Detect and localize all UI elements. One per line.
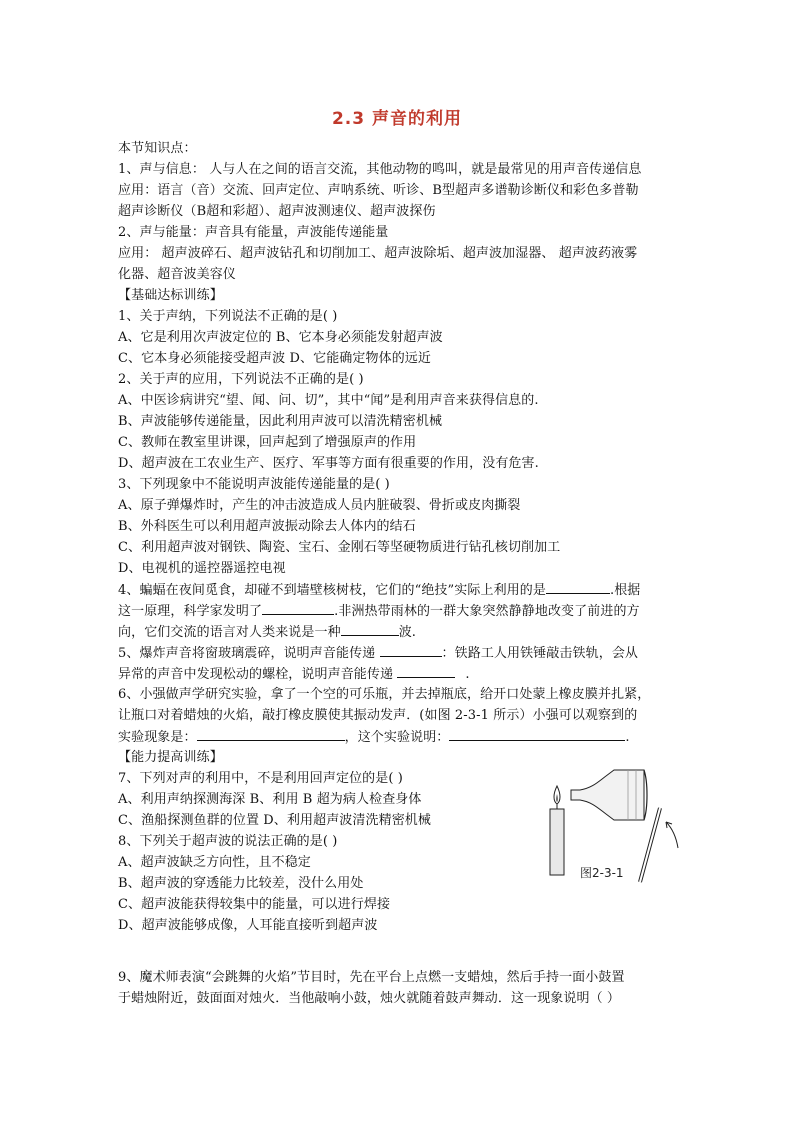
q4-text: 这一原理，科学家发明了 (118, 604, 263, 619)
answer-blank[interactable] (546, 579, 610, 594)
text-line: 应用： 超声波碎石、超声波钻孔和切削加工、超声波除垢、超声波加湿器、 超声波药液雾 (118, 246, 638, 261)
question-3: 3、下列现象中不能说明声波能传递能量的是( ) (118, 477, 390, 492)
option-line: A、原子弹爆炸时，产生的冲击波造成人员内脏破裂、骨折或皮肉撕裂 (118, 498, 521, 513)
answer-blank[interactable] (397, 663, 455, 678)
q5-text: ：铁路工人用铁锤敲击铁轨，会从 (441, 646, 639, 661)
q6-text: . (625, 730, 630, 745)
answer-blank[interactable] (449, 726, 625, 741)
bottle (571, 770, 644, 820)
q5-text: 5、爆炸声音将窗玻璃震碎，说明声音能传递 (118, 646, 380, 661)
q4-text: .非洲热带雨林的一群大象突然静静地改变了前进的方 (334, 604, 640, 619)
text-line: 化器、超音波美容仪 (118, 267, 236, 282)
question-8: 8、下列关于超声波的说法正确的是( ) (118, 834, 338, 849)
candle (550, 809, 564, 875)
option-line: A、超声波缺乏方向性，且不稳定 (118, 855, 311, 870)
question-5 (118, 642, 638, 664)
answer-blank[interactable] (380, 642, 442, 657)
option-line: C、渔船探测鱼群的位置 D、利用超声波清洗精密机械 (118, 813, 432, 828)
text-line: 1、声与信息： 人与人在之间的语言交流，其他动物的鸣叫，就是最常见的用声音传递信息 (118, 162, 642, 177)
option-line: C、利用超声波对钢铁、陶瓷、宝石、金刚石等坚硬物质进行钻孔核切削加工 (118, 540, 561, 555)
section-heading: 【能力提高训练】 (118, 750, 223, 765)
figure-caption: 图2-3-1 (580, 866, 624, 880)
answer-blank[interactable] (262, 600, 334, 615)
question-1: 1、关于声纳，下列说法不正确的是( ) (118, 309, 338, 324)
question-4-line-2 (118, 600, 640, 622)
question-6: 6、小强做声学研究实验，拿了一个空的可乐瓶，并去掉瓶底，给开口处蒙上橡皮膜并扎紧， (118, 687, 651, 702)
text-line: 2、声与能量：声音具有能量，声波能传递能量 (118, 225, 389, 240)
option-line: D、超声波能够成像，人耳能直接听到超声波 (118, 918, 378, 933)
question-7: 7、下列对声的利用中，不是利用回声定位的是( ) (118, 771, 403, 786)
question-9-line-2: 于蜡烛附近，鼓面面对烛火．当他敲响小鼓，烛火就随着鼓声舞动．这一现象说明（ ） (118, 991, 621, 1006)
q6-text: ，这个实验说明： (344, 730, 450, 745)
question-6-line-2: 让瓶口对着蜡烛的火焰，敲打橡皮膜使其振动发声．(如图 2-3-1 所示）小强可以观察到的 (118, 708, 638, 723)
motion-arrow (666, 822, 678, 848)
q4-text: 波. (398, 625, 417, 640)
option-line: D、超声波在工农业生产、医疗、军事等方面有很重要的作用，没有危害. (118, 456, 539, 471)
section-heading: 【基础达标训练】 (118, 288, 223, 303)
option-line: B、声波能够传递能量，因此利用声波可以清洗精密机械 (118, 414, 443, 429)
q4-text: .根据 (609, 583, 641, 598)
option-line: C、超声波能获得较集中的能量，可以进行焊接 (118, 897, 391, 912)
question-2: 2、关于声的应用，下列说法不正确的是( ) (118, 372, 364, 387)
q5-text: 异常的声音中发现松动的螺栓，说明声音能传递 (118, 667, 398, 682)
page-title: 2.3 声音的利用 (331, 109, 463, 129)
q6-text: 实验现象是： (118, 730, 197, 745)
option-line: A、中医诊病讲究“望、闻、问、切”，其中“闻”是利用声音来获得信息的. (118, 393, 539, 408)
answer-blank[interactable] (341, 621, 399, 636)
question-5-line-2 (118, 663, 470, 685)
text-line: 本节知识点： (118, 141, 197, 156)
answer-blank[interactable] (197, 726, 345, 741)
option-line: C、它本身必须能接受超声波 D、它能确定物体的远近 (118, 351, 432, 366)
text-line: 超声诊断仪（B超和彩超）、超声波测速仪、超声波探伤 (118, 204, 436, 219)
question-9: 9、魔术师表演“会跳舞的火焰”节目时，先在平台上点燃一支蜡烛，然后手持一面小鼓置 (118, 970, 625, 985)
option-line: D、电视机的遥控器遥控电视 (118, 561, 286, 576)
q4-text: 向，它们交流的语言对人类来说是一种 (118, 625, 341, 640)
flame-core (556, 794, 558, 802)
question-6-line-3 (118, 726, 630, 748)
q4-text: 4、蝙蝠在夜间觅食，却碰不到墙壁核树枝，它们的“绝技”实际上利用的是 (118, 583, 546, 598)
option-line: B、外科医生可以利用超声波振动除去人体内的结石 (118, 519, 416, 534)
question-4-line-3 (118, 621, 416, 643)
option-line: C、教师在教室里讲课，回声起到了增强原声的作用 (118, 435, 417, 450)
option-line: B、超声波的穿透能力比较差，没什么用处 (118, 876, 364, 891)
option-line: A、利用声纳探测海深 B、利用 B 超为病人检查身体 (118, 792, 422, 807)
option-line: A、它是利用次声波定位的 B、它本身必须能发射超声波 (118, 330, 443, 345)
text-line: 应用：语言（音）交流、回声定位、声呐系统、听诊、B型超声多谱勒诊断仪和彩色多普勒 (118, 183, 639, 198)
question-4 (118, 579, 640, 601)
q5-text: . (465, 667, 470, 682)
